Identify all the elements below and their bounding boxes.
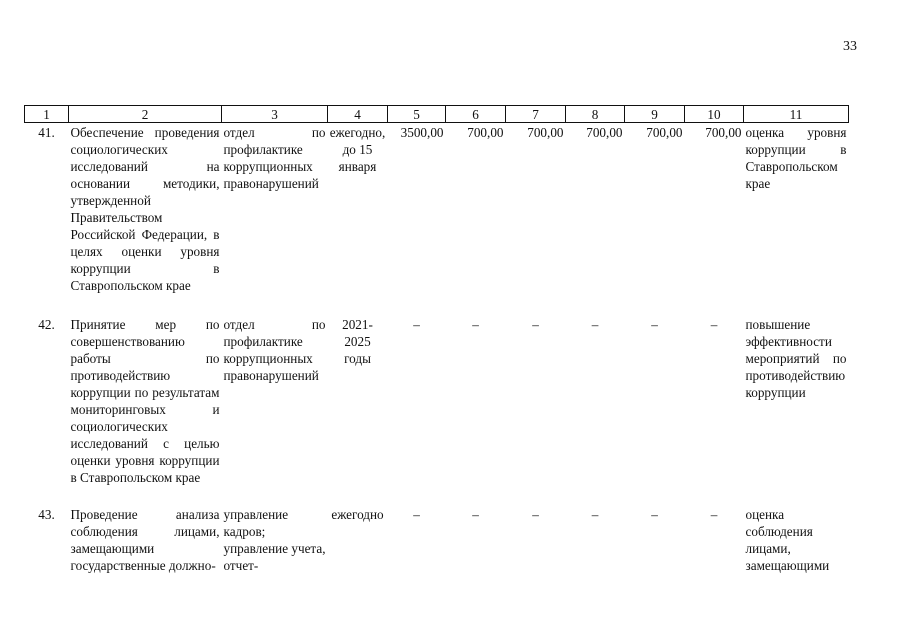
header-cell: 7 <box>506 106 566 123</box>
header-cell: 2 <box>69 106 222 123</box>
value-cell: 700,00 <box>586 125 623 140</box>
value-cell: 700,00 <box>705 125 742 140</box>
value-cell: – <box>710 317 718 332</box>
value-cell: – <box>472 317 479 332</box>
plan-table <box>24 105 849 574</box>
value-cell: – <box>651 317 658 332</box>
header-cell: 8 <box>566 106 625 123</box>
header-cell: 10 <box>685 106 744 123</box>
expected-result: повышение эффективности мероприятий по противодействию коррупции <box>745 317 847 400</box>
executor: отдел по профилактике коррупционных правонарушений <box>223 317 326 383</box>
value-cell: 700,00 <box>646 125 683 140</box>
activity-title: Обеспечение проведения социологических исследований на основании методики, утвержденной Правительством Российской Федерации, в целях оценки уровня коррупции в Ставропольском крае <box>70 125 220 293</box>
value-cell: 700,00 <box>467 125 504 140</box>
executor: отдел по профилактике коррупционных правонарушений <box>223 125 326 191</box>
header-cell: 1 <box>25 106 69 123</box>
header-cell: 4 <box>328 106 388 123</box>
term: ежегодно, до 15 января <box>329 125 386 174</box>
header-cell: 11 <box>744 106 849 123</box>
value-cell: – <box>591 317 599 332</box>
page-number: 33 <box>843 39 857 54</box>
expected-result: оценка соблюдения лицами, замещающими <box>745 507 830 573</box>
executor: управление кадров; управление учета, отчет- <box>223 507 326 573</box>
term: ежегодно <box>331 507 384 522</box>
value-cell: – <box>472 507 479 522</box>
value-cell: – <box>710 507 718 522</box>
header-cell: 3 <box>222 106 328 123</box>
header-row <box>25 106 849 123</box>
table-row <box>25 304 849 494</box>
row-number: 41. <box>38 125 55 140</box>
value-cell: – <box>532 507 539 522</box>
value-cell: – <box>591 507 599 522</box>
value-cell: 3500,00 <box>400 125 444 140</box>
expected-result: оценка уровня коррупции в Ставропольском крае <box>745 125 847 191</box>
value-cell: – <box>413 317 420 332</box>
term: 2021-2025 годы <box>342 317 373 366</box>
value-cell: – <box>651 507 658 522</box>
header-cell: 9 <box>625 106 685 123</box>
value-cell: 700,00 <box>527 125 564 140</box>
header-cell: 6 <box>446 106 506 123</box>
header-cell: 5 <box>388 106 446 123</box>
table-row <box>25 494 849 574</box>
value-cell: – <box>413 507 420 522</box>
row-number: 43. <box>38 507 55 522</box>
row-number: 42. <box>38 317 55 332</box>
table-row <box>25 123 849 305</box>
value-cell: – <box>532 317 539 332</box>
activity-title: Проведение анализа соблюдения лицами, замещающими государственные должно- <box>70 507 220 573</box>
activity-title: Принятие мер по совершенствованию работы по противодействию коррупции по результатам мониторинговых и социологических исследований с целью оценки уровня коррупции в Ставропольском крае <box>70 317 220 485</box>
